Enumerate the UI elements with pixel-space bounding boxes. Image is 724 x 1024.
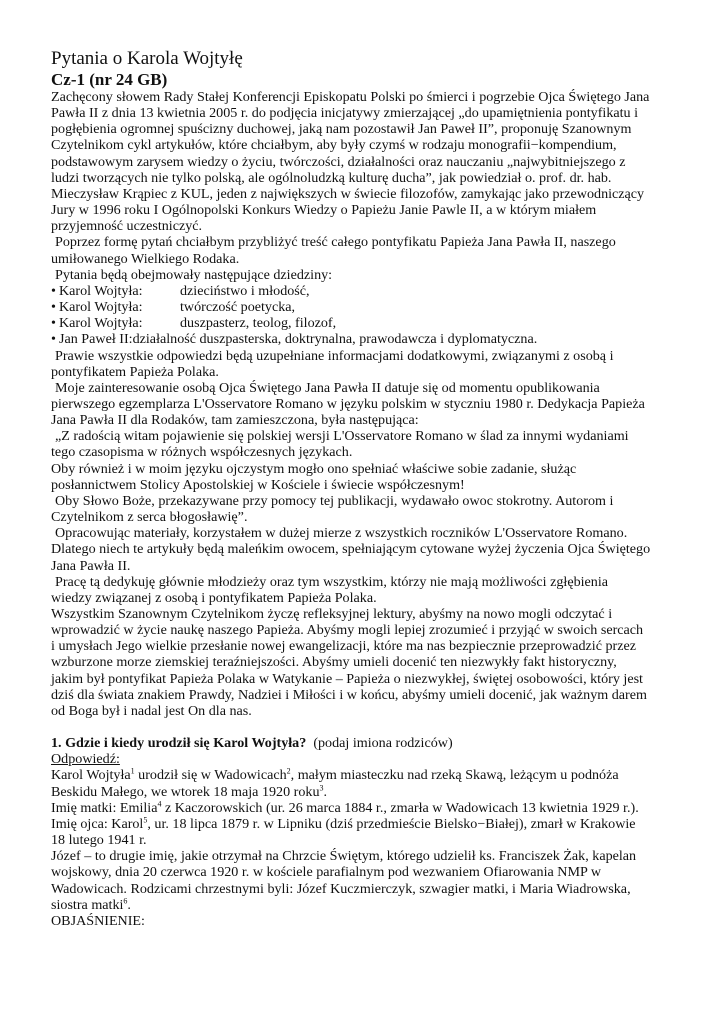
text-line: Jury w 1996 roku I Ogólnopolski Konkurs Wiedzy o Papieżu Janie Pawle II, a w którym miałem (51, 202, 597, 219)
spacer (51, 719, 681, 735)
explanation-heading: OBJAŚNIENIE: (51, 912, 145, 929)
text-run: Imię matki: Emilia (51, 799, 158, 816)
part-heading: Cz-1 (nr 24 GB) (51, 70, 168, 89)
text-line: pogłębienia ogromnej spuścizny duchowej, jaką nam pozostawił Jan Paweł II”, proponuję Szanownym (51, 121, 632, 138)
text-line: Oby również i w moim języku ojczystym mogło ono spełniać właściwe sobie zadanie, służąc (51, 460, 577, 477)
list-item-topic: dzieciństwo i młodość, (180, 282, 310, 299)
text-run: Imię ojca: Karol (51, 815, 144, 832)
text-line: umiłowanego Wielkiego Rodaka. (51, 250, 240, 267)
paragraph-domains: Pytania będą obejmowały następujące dziedziny: (55, 266, 333, 283)
text-line: podstawowym zarysem wiedzy o życiu, twórczości, działalności oraz nauczaniu „najwybitniejszego z (51, 153, 626, 170)
text-line: Prawie wszystkie odpowiedzi będą uzupełniane informacjami dodatkowymi, związanymi z osobą i (55, 347, 614, 364)
text-line: jakim był pontyfikat Papieża Polaka w Watykanie – Papieża o niezwykłej, świętej osobowości, który jest (51, 670, 643, 687)
text-line: Pracę tą dedykuję głównie młodzieży oraz tym wszystkim, którzy nie mają możliwości zgłębienia (55, 573, 609, 590)
text-run: . (323, 783, 328, 800)
text-run: Beskidu Małego, we wtorek 18 maja 1920 roku (51, 783, 320, 800)
document-title: Pytania o Karola Wojtyłę (51, 48, 243, 69)
text-line: tego czasopisma w różnych współczesnych językach. (51, 444, 353, 461)
bullet-mark: • (51, 299, 56, 316)
text-line: wprowadzić w życie naukę naszego Papieża. Abyśmy mogli lepiej zrozumieć i przyjąć w swoich sercach (51, 622, 644, 639)
father-paragraph (51, 816, 681, 848)
paragraph-wishes (51, 606, 681, 719)
footnote-ref[interactable]: 6 (123, 895, 128, 905)
text-line: wzburzone morze ziemskiej teraźniejszości. Abyśmy umieli docenić ten niezwykły fakt historyczny, (51, 654, 617, 671)
domain-list (51, 283, 681, 348)
text-line: „Z radością witam pojawienie się polskiej wersji L'Osservatore Romano w ślad za innymi wydaniami (55, 428, 629, 445)
answer-paragraph (51, 767, 681, 799)
text-line: Wadowicach. Rodzicami chrzestnymi byli: Józef Kuczmierczyk, szwagier matki, i Maria Wiadrowska, (51, 880, 631, 897)
paragraph-form (51, 234, 681, 266)
list-item (51, 299, 681, 315)
paragraph-sources (51, 525, 681, 573)
text-line: ludzi tworzących nie tylko polską, ale ogólnoludzką kulturę ducha”, jak powiedział o. prof. dr. hab. (51, 169, 612, 186)
paragraph-dedication (51, 574, 681, 606)
list-item-subject: Karol Wojtyła: (59, 315, 143, 332)
text-line: Czytelnikom z serca błogosławię”. (51, 509, 248, 526)
text-line: Jana Pawła II. (51, 557, 131, 574)
bullet-mark: • (51, 282, 56, 299)
list-item-topic: twórczość poetycka, (180, 299, 296, 316)
text-run: , ur. 18 lipca 1879 r. w Lipniku (dziś przedmieście Bielsko−Białej), zmarł w Krakowie (147, 815, 636, 832)
baptism-paragraph (51, 848, 681, 913)
quote-paragraph (51, 493, 681, 525)
answer-label: Odpowiedź: (51, 751, 120, 768)
footnote-ref[interactable]: 2 (286, 766, 291, 776)
text-line: Mieczysław Krąpiec z KUL, jeden z największych w świecie filozofów, zamykając jako przewodniczący (51, 185, 645, 202)
text-line: Pawła II z dnia 13 kwietnia 2005 r. do podjęcia inicjatywy zmierzającej „do upamiętnienia pontyfikatu i (51, 105, 639, 122)
text-line: Poprzez formę pytań chciałbym przybliżyć treść całego pontyfikatu Papieża Jana Pawła II, naszego (55, 234, 616, 251)
document-page (51, 48, 681, 929)
text-line: Jana Pawła II dla Rodaków, tam zamieszczona, była następująca: (51, 412, 419, 429)
footnote-ref[interactable]: 1 (130, 766, 135, 776)
intro-paragraph (51, 89, 681, 234)
text-run: Karol Wojtyła (51, 767, 131, 784)
list-item-subject: Karol Wojtyła: (59, 299, 143, 316)
list-item (51, 331, 681, 347)
text-line: pontyfikatem Papieża Polaka. (51, 363, 219, 380)
list-item (51, 315, 681, 331)
text-line: pierwszego egzemplarza L'Osservatore Romano w języku polskim w styczniu 1980 r. Dedykacja Papieża (51, 395, 645, 412)
list-item-subject: Karol Wojtyła: (59, 282, 143, 299)
bullet-mark: • (51, 315, 56, 332)
text-line: Zachęcony słowem Rady Stałej Konferencji Episkopatu Polski po śmierci i pogrzebie Ojca Świętego Jana (51, 89, 650, 105)
question-heading (51, 735, 681, 751)
list-item-topic: duszpasterz, teolog, filozof, (180, 315, 337, 332)
footnote-ref[interactable]: 5 (143, 815, 148, 825)
footnote-ref[interactable]: 3 (319, 782, 324, 792)
quote-paragraph (51, 428, 681, 460)
paragraph-interest (51, 380, 681, 428)
bullet-mark: • (51, 331, 56, 348)
text-line: dziś dla świata znakiem Prawdy, Nadziei i Miłości i w końcu, abyśmy umieli docenić, jak ważnym darem (51, 686, 647, 703)
text-line: od Boga był i nadal jest On dla nas. (51, 702, 252, 719)
text-line: Józef – to drugie imię, jakie otrzymał na Chrzcie Świętym, którego udzielił ks. Franciszek Żak, kapelan (51, 848, 637, 865)
question-hint: (podaj imiona rodziców) (313, 735, 453, 752)
list-item-topic: działalność duszpasterska, doktrynalna, prawodawcza i dyplomatyczna. (132, 331, 538, 348)
text-run: urodził się w Wadowicach (134, 767, 287, 784)
text-line: wojskowy, dnia 20 czerwca 1920 r. w kościele parafialnym pod wezwaniem Ofiarowania NMP w (51, 864, 602, 881)
text-line: Dlatego niech te artykuły będą maleńkim owocem, spełniającym cytowane wyżej życzenia Ojca Świętego (51, 541, 651, 558)
question-text: 1. Gdzie i kiedy urodził się Karol Wojtyła? (51, 735, 307, 752)
paragraph-answers-info (51, 348, 681, 380)
list-item-subject: Jan Paweł II: (59, 331, 133, 348)
text-line: przyjemność uczestniczyć. (51, 218, 203, 235)
text-run: , małym miasteczku nad rzeką Skawą, leżącym u podnóża (290, 767, 619, 784)
footnote-ref[interactable]: 4 (157, 799, 162, 809)
text-run: siostra matki (51, 896, 124, 913)
text-line: Moje zainteresowanie osobą Ojca Świętego Jana Pawła II datuje się od momentu opublikowania (55, 379, 600, 396)
text-line: wiedzy związanej z osobą i pontyfikatem Papieża Polaka. (51, 589, 377, 606)
text-line: Czytelnikom cykl artykułów, które chciałbym, aby były czymś w rodzaju monografii−kompendium, (51, 137, 617, 154)
text-run: 18 lutego 1941 r. (51, 832, 147, 849)
text-line: Oby Słowo Boże, przekazywane przy pomocy tej publikacji, wydawało owoc stokrotny. Autorom i (55, 492, 614, 509)
text-run: . (127, 896, 131, 913)
text-line: Opracowując materiały, korzystałem w dużej mierze z wszystkich roczników L'Osservatore Romano. (55, 525, 628, 542)
quote-paragraph (51, 461, 681, 493)
mother-paragraph (51, 800, 681, 816)
text-line: posłannictwem Stolicy Apostolskiej w Kościele i świecie współczesnym! (51, 476, 465, 493)
list-item (51, 283, 681, 299)
text-line: i umysłach Jego wielkie przesłanie nowej ewangelizacji, które ma nas bezpiecznie przeprowadzić przez (51, 638, 637, 655)
text-run: z Kaczorowskich (ur. 26 marca 1884 r., zmarła w Wadowicach 13 kwietnia 1929 r.). (161, 799, 639, 816)
text-line: Wszystkim Szanownym Czytelnikom życzę refleksyjnej lektury, abyśmy na nowo mogli odczytać i (51, 606, 613, 622)
